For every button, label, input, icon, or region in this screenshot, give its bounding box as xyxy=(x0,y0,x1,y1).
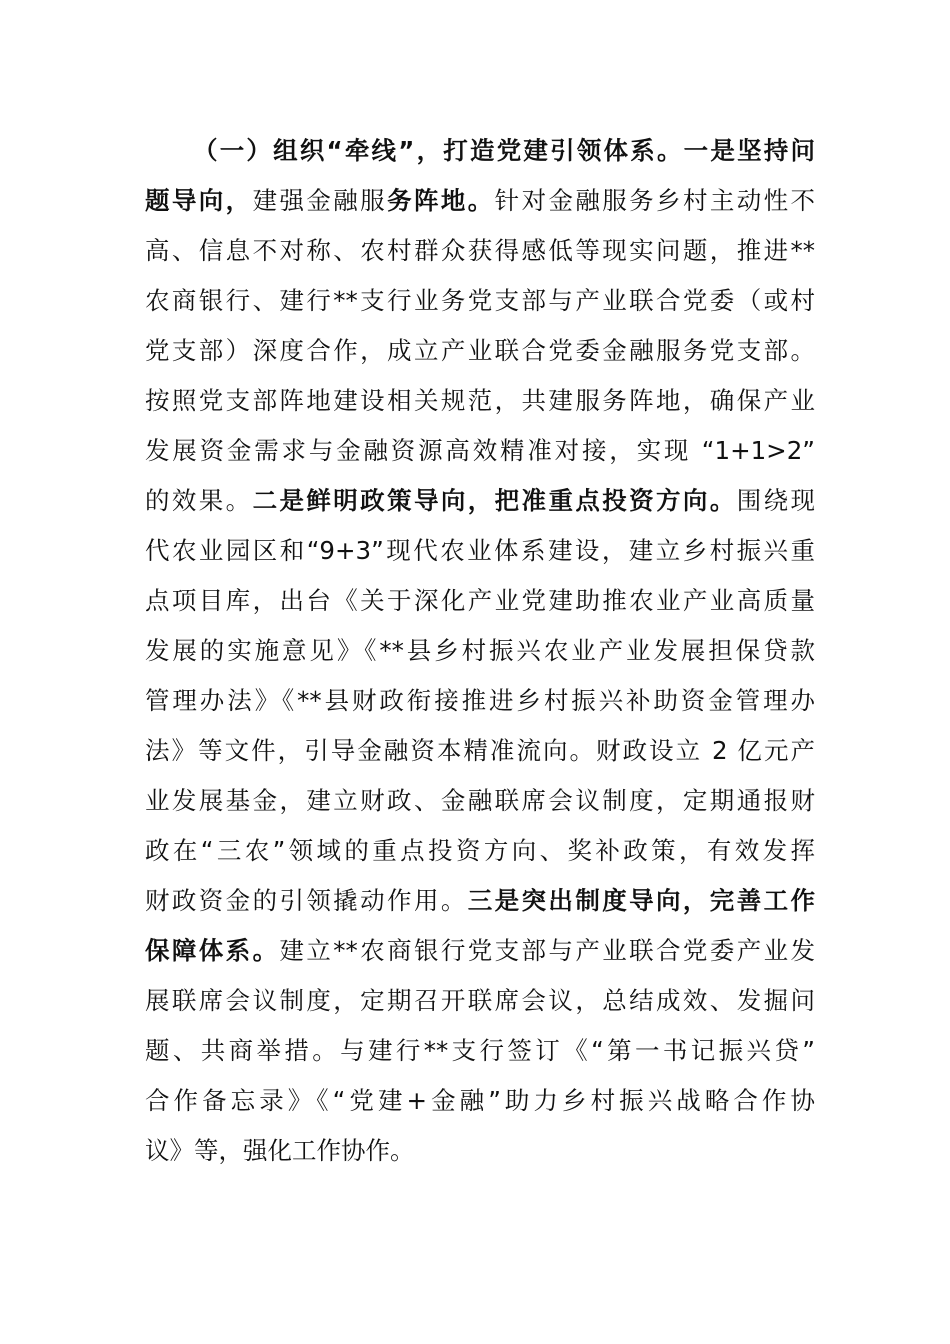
bold-text-run: （一）组织“牵线”，打造党建引领体系。一是坚持问 xyxy=(193,136,815,165)
text-run: 财政资金的引领撬动作用。 xyxy=(145,886,468,915)
text-run: 合作备忘录》《“党建+金融”助力乡村振兴战略合作协 xyxy=(145,1086,815,1115)
text-line xyxy=(145,676,815,726)
text-run: 业发展基金，建立财政、金融联席会议制度，定期通报财 xyxy=(145,786,815,815)
text-line xyxy=(145,876,815,926)
text-run: 的效果。 xyxy=(145,486,253,515)
bold-text-run: 保障体系。 xyxy=(145,936,280,965)
text-line xyxy=(145,376,815,426)
text-run: 建立**农商银行党支部与产业联合党委产业发 xyxy=(279,936,816,965)
bold-text-run: 题导向， xyxy=(145,186,253,215)
text-line xyxy=(145,526,815,576)
text-run: 高、信息不对称、农村群众获得感低等现实问题，推进** xyxy=(145,236,815,265)
text-line xyxy=(145,1026,815,1076)
text-line xyxy=(145,126,815,176)
text-run: 发展资金需求与金融资源高效精准对接，实现 “1+1>2” xyxy=(145,436,815,465)
text-run: 按照党支部阵地建设相关规范，共建服务阵地，确保产业 xyxy=(145,386,815,415)
bold-text-run: 二是鲜明政策导向，把准重点投资方向。 xyxy=(252,486,737,515)
bold-text-run: 三是突出制度导向，完善工作 xyxy=(467,886,815,915)
text-line xyxy=(145,626,815,676)
text-line xyxy=(145,276,815,326)
text-run: 点项目库，出台《关于深化产业党建助推农业产业高质量 xyxy=(145,586,815,615)
text-line xyxy=(145,326,815,376)
text-run: 管理办法》《**县财政衔接推进乡村振兴补助资金管理办 xyxy=(145,686,815,715)
text-line xyxy=(145,226,815,276)
text-run: 议》等，强化工作协作。 xyxy=(145,1136,415,1165)
text-run: 围绕现 xyxy=(736,486,816,515)
text-run: 农商银行、建行**支行业务党支部与产业联合党委（或村 xyxy=(145,286,815,315)
text-run: 展联席会议制度，定期召开联席会议，总结成效、发掘问 xyxy=(145,986,815,1015)
text-run: 建强金融服 xyxy=(252,186,388,215)
bold-text-run: 务阵地。 xyxy=(387,186,495,215)
text-run: 发展的实施意见》《**县乡村振兴农业产业发展担保贷款 xyxy=(145,636,815,665)
text-line xyxy=(145,1076,815,1126)
text-line xyxy=(145,776,815,826)
text-run: 代农业园区和“9+3”现代农业体系建设，建立乡村振兴重 xyxy=(145,536,815,565)
text-run: 针对金融服务乡村主动性不 xyxy=(494,186,816,215)
document-body xyxy=(145,126,815,1176)
text-run: 法》等文件，引导金融资本精准流向。财政设立 2 亿元产 xyxy=(145,736,815,765)
text-run: 题、共商举措。与建行**支行签订《“第一书记振兴贷” xyxy=(145,1036,815,1065)
text-line xyxy=(145,476,815,526)
text-line xyxy=(145,726,815,776)
text-line xyxy=(145,176,815,226)
text-line xyxy=(145,976,815,1026)
text-line xyxy=(145,1126,815,1176)
text-line xyxy=(145,576,815,626)
text-line xyxy=(145,926,815,976)
text-line xyxy=(145,826,815,876)
text-run: 政在“三农”领域的重点投资方向、奖补政策，有效发挥 xyxy=(145,836,815,865)
text-run: 党支部）深度合作，成立产业联合党委金融服务党支部。 xyxy=(145,336,815,365)
text-line xyxy=(145,426,815,476)
